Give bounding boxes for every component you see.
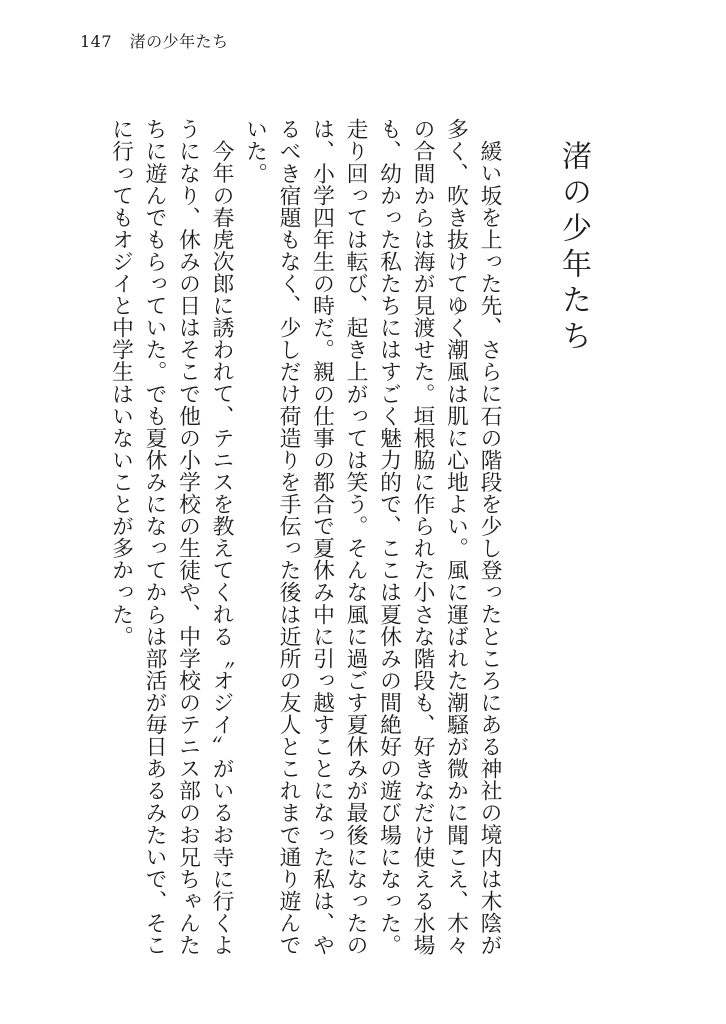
paragraph-2: 今年の春虎次郎に誘われて、テニスを教えてくれる〝オジイ〟がいるお寺に行くようになり、休みの日はそこで他の小学校の生徒や、中学校のテニス部のお兄ちゃんたちに遊んでもらっていた。でも夏休みになってからは部活が毎日あるみたいで、そこに行ってもオジイと中学生はいないことが多かった。	[108, 118, 234, 956]
running-title: 渚の少年たち	[129, 32, 229, 51]
paragraph-1: 緩い坂を上った先、さらに石の階段を少し登ったところにある神社の境内は木陰が多く、吹き抜けてゆく潮風は肌に心地よい。風に運ばれた潮騒が微かに聞こえ、木々の合間からは海が見渡せた。垣根脇に作られた小さな階段も、好きなだけ使える水場も、幼かった私たちにはすごく魅力的で、ここは夏休みの間絶好の遊び場になった。走り回っては転び、起き上がっては笑う。そんな風に過ごす夏休みが最後になったのは、小学四年生の時だ。親の仕事の都合で夏休み中に引っ越すことになった私は、やるべき宿題もなく、少しだけ荷造りを手伝った後は近所の友人とこれまで通り遊んでいた。	[242, 118, 502, 956]
running-header	[80, 30, 229, 54]
page-number: 147	[80, 32, 113, 51]
body-text	[108, 118, 506, 966]
chapter-title: 渚の少年たち	[556, 140, 591, 356]
